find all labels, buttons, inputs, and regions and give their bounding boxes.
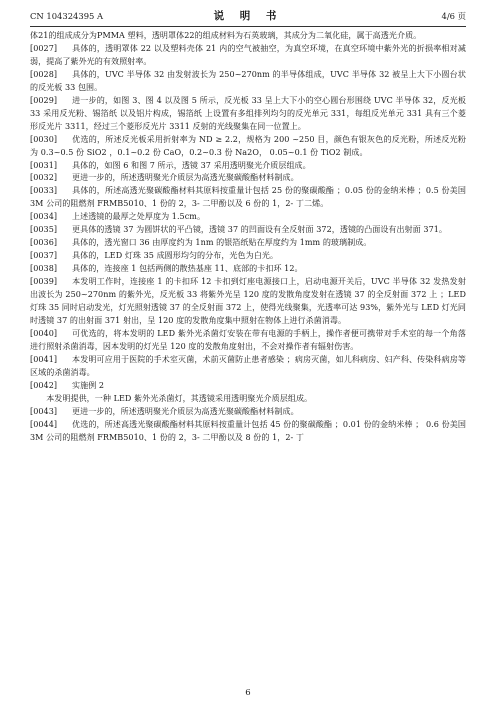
paragraph-text: 具体的，透明罩体 22 以及塑料壳体 21 内的空气被抽空，为真空环境，在真空环境中紫外光的折损率相对减弱，提高了紫外光的有效照射率。: [30, 43, 466, 66]
paragraph-0035: [30, 224, 466, 237]
paragraph-0040: [30, 328, 466, 354]
paragraph-text: 具体的，所述高透光聚碳酸酯材料其原料按重量计包括 25 份的聚碳酸酯 ；0.05 份的金纳米棒 ；0.5 份美国 3M 公司的阻燃剂 FRMB5010、1 份的 2，3- 二甲酚以及 6 份的 1，2- 丁二烯。: [30, 186, 466, 209]
paragraph-0043: [30, 406, 466, 419]
paragraph-0029: [30, 95, 466, 134]
paragraph-number: [0034]: [30, 212, 58, 222]
page-number: 6: [245, 688, 251, 698]
paragraph-number: [0038]: [30, 264, 58, 274]
section-heading: 实施例 2: [72, 380, 105, 390]
header-divider: [30, 26, 466, 27]
paragraph-0038: [30, 263, 466, 276]
paragraph-0041: [30, 354, 466, 380]
paragraph-text: 更具体的透镜 37 为圆饼状的平凸镜，透镜 37 的凹面设有全反射面 372，透镜的凸面设有出射面 371。: [72, 225, 448, 235]
paragraph-text: 可优选的，将本发明的 LED 紫外光杀菌灯安装在带有电源的手柄上，操作者便可携带对手术室的每一个角落进行照射杀菌消毒，因本发明的灯光呈 120 度的发散角度射出，不会对操作者有辐射伤害。: [30, 328, 466, 351]
paragraph-0042: [30, 380, 466, 393]
paragraph-text: 本发明工作时，连接座 1 的卡扣环 12 卡扣到灯座电源接口上，启动电源开关后，UVC 半导体 32 发热发射出波长为 250~270nm 的紫外光，反光板 33 将紫外光呈 120 度的发散角度发射在透镜 37 的全反射面 372 上 ；LED 灯珠 35 同时启动发光，灯光照射透镜 37 的全反射面 372 上，使得光线聚集，光透率可达 93%，紫外光与 LED 灯光同时透镜 37 的出射面 371 射出，呈 120 度的发散角度集中照射在物体上进行杀菌消毒。: [30, 277, 466, 325]
paragraph-text: 优选的，所述高透光聚碳酸酯材料其原料按重量计包括 45 份的聚碳酸酯 ；0.01 份的金纳米棒 ； 0.6 份美国 3M 公司的阻燃剂 FRMB5010、1 份的 2，3- 二甲酚以及 8 份的 1，2- 丁: [30, 419, 466, 442]
paragraph-number: [0035]: [30, 225, 58, 235]
paragraph-text: 更进一步的，所述透明聚光介质层为高透光聚碳酸酯材料制成。: [72, 406, 299, 416]
paragraph-text: 具体的，UVC 半导体 32 由发射波长为 250~270nm 的半导体组成，UVC 半导体 32 被呈上大下小圆台状的反光板 33 包围。: [30, 69, 466, 92]
page-indicator: 4/6 页: [441, 11, 466, 21]
paragraph-number: [0043]: [30, 406, 58, 416]
paragraph-number: [0032]: [30, 173, 58, 183]
paragraph-number: [0039]: [30, 277, 58, 287]
paragraph-number: [0027]: [30, 43, 58, 53]
paragraph-number: [0041]: [30, 354, 58, 364]
paragraph-number: [0030]: [30, 134, 58, 144]
paragraph-number: [0036]: [30, 238, 58, 248]
paragraph-text: 本发明可应用于医院的手术室灭菌，术前灭菌防止患者感染 ；病房灭菌，如儿科病房、妇产科、传染科病房等区域的杀菌消毒。: [30, 354, 466, 377]
paragraph-0030: [30, 134, 466, 160]
paragraph-text: 更进一步的，所述透明聚光介质层为高透光聚碳酸酯材料制成。: [72, 173, 299, 183]
paragraph-0033: [30, 185, 466, 211]
paragraph-text: 本发明提供，一种 LED 紫外光杀菌灯，其透镜采用透明聚光介质层组成。: [30, 393, 313, 403]
paragraph-0034: [30, 211, 466, 224]
patent-number: CN 104324395 A: [30, 11, 104, 21]
paragraph-0032: [30, 172, 466, 185]
page-footer: [0, 688, 496, 698]
paragraph-0037: [30, 250, 466, 263]
paragraph-number: [0028]: [30, 69, 58, 79]
paragraph-0036: [30, 237, 466, 250]
paragraph-0027: [30, 43, 466, 69]
paragraph-text: 具体的，LED 灯珠 35 成圆形均匀的分布，光色为白光。: [72, 251, 279, 261]
paragraph-0031: [30, 160, 466, 173]
paragraph-unnumbered: [30, 393, 466, 406]
paragraph-continuation: [30, 30, 466, 43]
paragraph-number: [0044]: [30, 419, 58, 429]
paragraph-text: 体21的组成成分为PMMA 塑料，透明罩体22的组成材料为石英玻璃，其成分为二氧化硅，属于高透光介质。: [30, 31, 422, 40]
paragraph-text: 具体的，如图 6 和图 7 所示，透镜 37 采用透明聚光介质层组成。: [72, 160, 311, 170]
paragraph-text: 上述透镜的最厚之处厚度为 1.5cm。: [72, 212, 206, 222]
paragraph-number: [0037]: [30, 251, 58, 261]
paragraph-number: [0042]: [30, 380, 58, 390]
paragraph-number: [0029]: [30, 95, 58, 105]
document-title: 说 明 书: [213, 10, 283, 22]
paragraph-0028: [30, 69, 466, 95]
paragraph-0044: [30, 419, 466, 445]
paragraph-text: 具体的，连接座 1 包括两侧的散热基座 11、底部的卡扣环 12。: [72, 264, 303, 274]
paragraph-number: [0033]: [30, 186, 58, 196]
paragraph-text: 具体的，透光窗口 36 由厚度约为 1nm 的银箔纸贴在厚度约为 1mm 的玻璃制成。: [72, 238, 372, 248]
paragraph-number: [0040]: [30, 328, 58, 338]
paragraph-0039: [30, 276, 466, 328]
document-body: [30, 30, 466, 445]
page-header: [30, 9, 466, 23]
paragraph-text: 进一步的，如图 3、图 4 以及图 5 所示，反光板 33 呈上大下小的空心圆台形围绕 UVC 半导体 32，反光板 33 采用反光粉、锡箔纸 以及铝片构成，锡箔纸 上设置有多组排列均匀的反光单元 331，每组反光单元 331 具有三个菱形反光片 3311，经过三个菱形反光片 3311 反射的光线聚集在同一位置上。: [30, 95, 466, 131]
paragraph-number: [0031]: [30, 160, 58, 170]
paragraph-text: 优选的，所述反光板采用折射率为 ND ≥ 2.2，规格为 200 ~250 目，颜色有银灰色的反光粉，所述反光粉为 0.3~0.5 份 SiO2 ，0.1~0.2 份 CaO，0.2~0.3 份 Na2O， 0.05~0.1 份 TiO2 制成。: [30, 134, 466, 157]
